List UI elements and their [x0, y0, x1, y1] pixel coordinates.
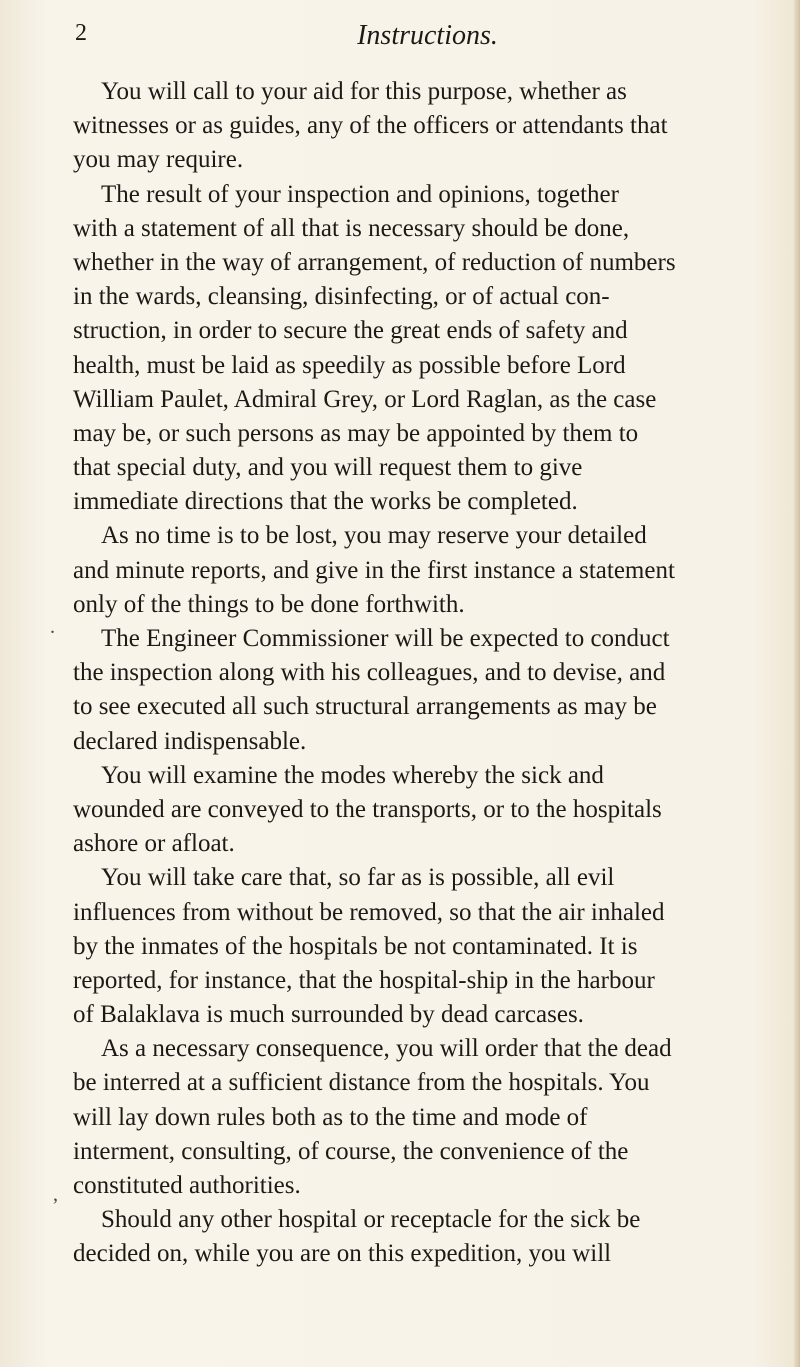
margin-mark: ʼ: [52, 1195, 59, 1217]
text-line: of Balaklava is much surrounded by dead carcases.: [73, 1001, 584, 1029]
page-header: [75, 20, 760, 56]
margin-mark: .: [50, 616, 55, 638]
text-line: that special duty, and you will request them to give: [73, 454, 583, 482]
text-line: decided on, while you are on this expedition, you will: [73, 1240, 612, 1268]
text-line: You will call to your aid for this purpose, whether as: [101, 78, 627, 105]
text-line: with a statement of all that is necessary should be done,: [73, 214, 630, 242]
text-line: be interred at a sufficient distance from the hospitals. You: [73, 1069, 650, 1097]
text-line: health, must be laid as speedily as possible before Lord: [73, 351, 626, 379]
running-title: Instructions.: [357, 20, 498, 51]
text-line: witnesses or as guides, any of the officers or attendants that: [73, 112, 668, 140]
text-line: William Paulet, Admiral Grey, or Lord Raglan, as the case: [73, 385, 657, 413]
text-line: interment, consulting, of course, the convenience of the: [73, 1137, 629, 1165]
text-line: As a necessary consequence, you will order that the dead: [101, 1035, 672, 1063]
text-line: in the wards, cleansing, disinfecting, or of actual con-: [73, 283, 610, 311]
page-number: 2: [75, 20, 87, 46]
text-line: You will take care that, so far as is possible, all evil: [101, 864, 615, 892]
text-line: struction, in order to secure the great ends of safety and: [73, 317, 628, 345]
text-line: constituted authorities.: [73, 1172, 301, 1199]
text-line: the inspection along with his colleagues, and to devise, and: [73, 659, 666, 687]
text-line: ashore or afloat.: [73, 830, 235, 858]
text-line: immediate directions that the works be completed.: [73, 488, 578, 516]
text-line: whether in the way of arrangement, of reduction of numbers: [73, 248, 676, 276]
text-line: wounded are conveyed to the transports, or to the hospitals: [73, 795, 662, 823]
text-line: by the inmates of the hospitals be not contaminated. It is: [73, 932, 638, 960]
body-text: [73, 75, 793, 1272]
text-line: The Engineer Commissioner will be expected to conduct: [101, 625, 670, 652]
text-line: declared indispensable.: [73, 727, 307, 755]
text-line: may be, or such persons as may be appointed by them to: [73, 419, 639, 447]
text-line: and minute reports, and give in the first instance a statement: [73, 556, 675, 584]
text-line: As no time is to be lost, you may reserve your detailed: [101, 522, 647, 550]
text-line: will lay down rules both as to the time and mode of: [73, 1103, 588, 1131]
page-edge: [794, 0, 800, 1367]
text-line: you may require.: [73, 146, 244, 174]
text-line: Should any other hospital or receptacle for the sick be: [101, 1206, 641, 1234]
text-line: The result of your inspection and opinions, together: [101, 180, 619, 208]
text-line: only of the things to be done forthwith.: [73, 590, 465, 618]
text-line: You will examine the modes whereby the sick and: [101, 761, 604, 789]
text-line: to see executed all such structural arrangements as may be: [73, 693, 657, 721]
text-line: reported, for instance, that the hospital-ship in the harbour: [73, 966, 655, 994]
text-line: influences from without be removed, so that the air inhaled: [73, 898, 665, 926]
